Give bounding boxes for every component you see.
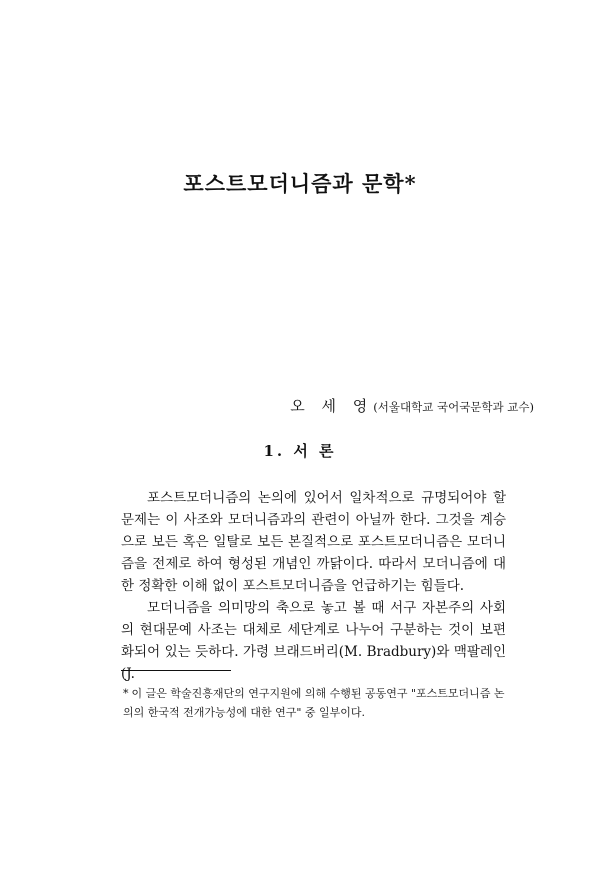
- page-title: 포스트모더니즘과 문학*: [183, 171, 417, 196]
- footnote-text: 이 글은 학술진흥재단의 연구지원에 의해 수행된 공동연구 "포스트모더니즘 논의의 한국적 전개가능성에 대한 연구" 중 일부이다.: [123, 687, 505, 719]
- section-heading: 1. 서 론: [263, 442, 337, 460]
- author-line: [290, 395, 534, 416]
- footnote-divider: [121, 670, 231, 671]
- author-name: 오 세 영: [290, 397, 374, 415]
- body-text: [121, 487, 506, 685]
- footnote: [123, 684, 508, 722]
- footnote-mark: *: [123, 687, 129, 700]
- paragraph-2: 모더니즘을 의미망의 축으로 놓고 볼 때 서구 자본주의 사회의 현대문예 사조는 대체로 세단계로 나누어 구분하는 것이 보편화되어 있는 듯하다. 가령 브래드버리(M. Bradbury)와 맥팔레인(J.: [121, 600, 506, 682]
- author-affiliation: (서울대학교 국어국문학과 교수): [373, 400, 534, 414]
- paragraph-1: 포스트모더니즘의 논의에 있어서 일차적으로 규명되어야 할 문제는 이 사조와 모더니즘과의 관련이 아닐까 한다. 그것을 계승으로 보든 혹은 일탈로 보든 본질적으로 포스트모더니즘은 모더니즘을 전제로 하여 형성된 개념인 까닭이다. 따라서 모더니즘에 대한 정확한 이해 없이 포스트모더니즘을 언급하기는 힘들다.: [121, 490, 506, 594]
